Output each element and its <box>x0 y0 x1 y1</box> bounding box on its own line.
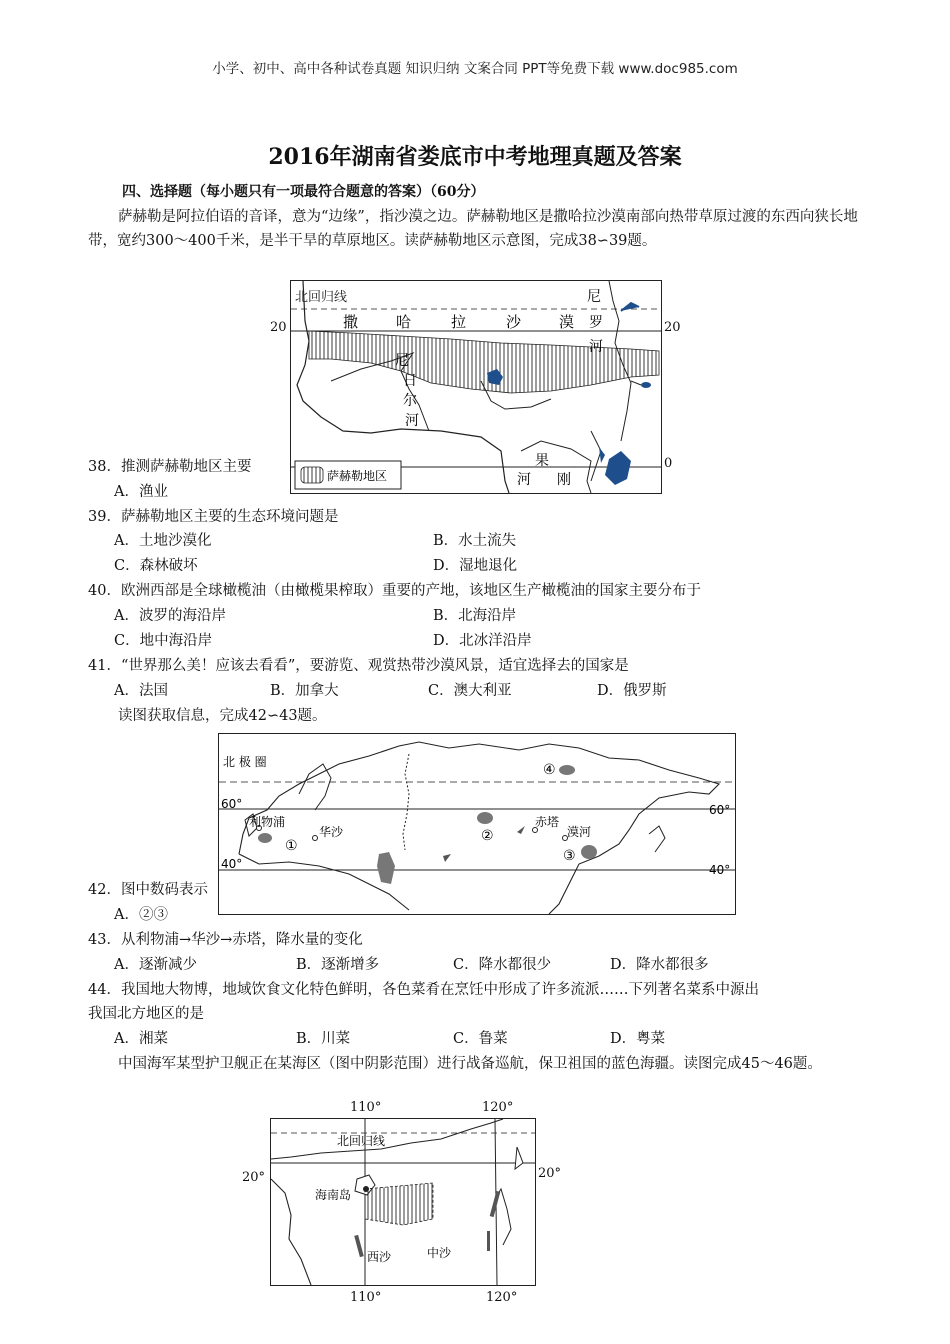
congo-label-3: 河 <box>517 472 531 488</box>
map1-lat20-right: 20 <box>664 320 681 335</box>
q41-option-a: A．法国 <box>114 683 168 699</box>
lat60-right: 60° <box>709 803 731 817</box>
xisha-label: 西沙 <box>367 1250 392 1264</box>
liverpool-label: 利物浦 <box>249 815 286 829</box>
chita-label: 赤塔 <box>535 815 560 829</box>
q43-option-b: B．逐渐增多 <box>296 957 380 973</box>
q41-option-d: D．俄罗斯 <box>597 683 667 699</box>
niger-label-3: 尔 <box>403 393 417 409</box>
map3-lon120-bottom: 120° <box>486 1290 518 1305</box>
q39-option-c: C．森林破坏 <box>114 558 198 574</box>
q39-stem: 39．萨赫勒地区主要的生态环境问题是 <box>88 509 339 525</box>
desert-label-3: 拉 <box>451 313 467 331</box>
q39-option-a: A．土地沙漠化 <box>114 533 212 549</box>
q44-option-d: D．粤菜 <box>610 1031 666 1047</box>
zhongsha-label: 中沙 <box>427 1246 452 1260</box>
q39-option-d: D．湿地退化 <box>433 558 518 574</box>
intro-paragraph-1: 萨赫勒是阿拉伯语的音译，意为“边缘”，指沙漠之边。萨赫勒地区是撒哈拉沙漠南部向热带草原过渡的东西向狭长地带，宽约300～400千米，是半干旱的草原地区。读萨赫勒地区示意图，完成38∽39题。 <box>88 209 858 249</box>
tropic-label: 北回归线 <box>295 290 348 305</box>
q40-option-a: A．波罗的海沿岸 <box>114 608 226 624</box>
eurasia-map <box>218 733 736 915</box>
south-china-sea-map <box>270 1118 536 1286</box>
lat40-right: 40° <box>709 863 731 877</box>
number-1: ① <box>285 838 298 854</box>
q41-option-c: C．澳大利亚 <box>428 683 512 699</box>
map1-lat0: 0 <box>664 456 673 471</box>
map3-lon120-top: 120° <box>482 1100 514 1115</box>
hainan-label: 海南岛 <box>315 1188 352 1202</box>
nile-label-3: 河 <box>589 339 603 355</box>
q39-option-b: B．水土流失 <box>433 533 517 549</box>
page-header: 小学、初中、高中各种试卷真题 知识归纳 文案合同 PPT等免费下载 www.doc985.com <box>212 61 738 77</box>
map1-lat20-left: 20 <box>270 320 287 335</box>
q44-option-a: A．湘菜 <box>114 1031 168 1047</box>
number-4: ④ <box>543 762 556 778</box>
arctic-label: 北 极 圈 <box>223 755 267 769</box>
lat60-left: 60° <box>221 797 243 811</box>
intro-paragraph-2: 读图获取信息，完成42∽43题。 <box>118 708 327 724</box>
niger-label-2: 日 <box>403 373 417 389</box>
number-3: ③ <box>563 848 576 864</box>
desert-label-2: 哈 <box>396 313 412 331</box>
q44-stem-line2: 我国北方地区的是 <box>88 1006 204 1022</box>
desert-label-5: 漠 <box>559 313 575 331</box>
congo-label-2: 刚 <box>557 472 571 488</box>
warsaw-label: 华沙 <box>319 825 344 839</box>
legend-label: 萨赫勒地区 <box>327 469 388 483</box>
page-title: 2016年湖南省娄底市中考地理真题及答案 <box>268 144 682 170</box>
q43-option-c: C．降水都很少 <box>453 957 552 973</box>
lat40-left: 40° <box>221 857 243 871</box>
q44-stem-line1: 44．我国地大物博，地域饮食文化特色鲜明，各色菜肴在烹饪中形成了许多流派……下列著名菜系中源出 <box>88 982 759 998</box>
map3-lon110-top: 110° <box>350 1100 382 1115</box>
q41-option-b: B．加拿大 <box>270 683 339 699</box>
q40-stem: 40．欧洲西部是全球橄榄油（由橄榄果榨取）重要的产地，该地区生产橄榄油的国家主要分布于 <box>88 583 701 599</box>
section-heading: 四、选择题（每小题只有一项最符合题意的答案）（60分） <box>122 184 485 200</box>
q44-option-c: C．鲁菜 <box>453 1031 508 1047</box>
mohe-label: 漠河 <box>567 825 592 839</box>
q43-option-d: D．降水都很多 <box>610 957 709 973</box>
map3-lat20-left: 20° <box>242 1170 266 1185</box>
intro-paragraph-3: 中国海军某型护卫舰正在某海区（图中阴影范围）进行战备巡航，保卫祖国的蓝色海疆。读图完成45～46题。 <box>118 1056 822 1072</box>
nile-label-2: 罗 <box>589 315 603 331</box>
q40-option-d: D．北冰洋沿岸 <box>433 633 532 649</box>
q40-option-b: B．北海沿岸 <box>433 608 517 624</box>
q43-stem: 43．从利物浦→华沙→赤塔，降水量的变化 <box>88 932 363 948</box>
map3-lat20-right: 20° <box>538 1166 562 1181</box>
q42-stem: 42．图中数码表示 <box>88 878 208 899</box>
q40-option-c: C．地中海沿岸 <box>114 633 213 649</box>
q38-option-a: A．渔业 <box>114 484 168 500</box>
sahel-map <box>290 280 662 494</box>
desert-label-4: 沙 <box>506 313 522 331</box>
q43-option-a: A．逐渐减少 <box>114 957 197 973</box>
niger-label-4: 河 <box>405 413 419 429</box>
q42-option-a: A．②③ <box>114 907 168 923</box>
desert-label-1: 撒 <box>343 313 359 331</box>
nile-label-1: 尼 <box>587 289 601 305</box>
q38-stem: 38．推测萨赫勒地区主要 <box>88 459 252 475</box>
q41-stem: 41．“世界那么美！应该去看看”，要游览、观赏热带沙漠风景，适宜选择去的国家是 <box>88 658 629 674</box>
niger-label-1: 尼 <box>395 353 409 369</box>
number-2: ② <box>481 828 494 844</box>
map3-lon110-bottom: 110° <box>350 1290 382 1305</box>
congo-label-1: 果 <box>535 453 549 469</box>
q44-option-b: B．川菜 <box>296 1031 351 1047</box>
tropic-label-3: 北回归线 <box>337 1134 386 1148</box>
